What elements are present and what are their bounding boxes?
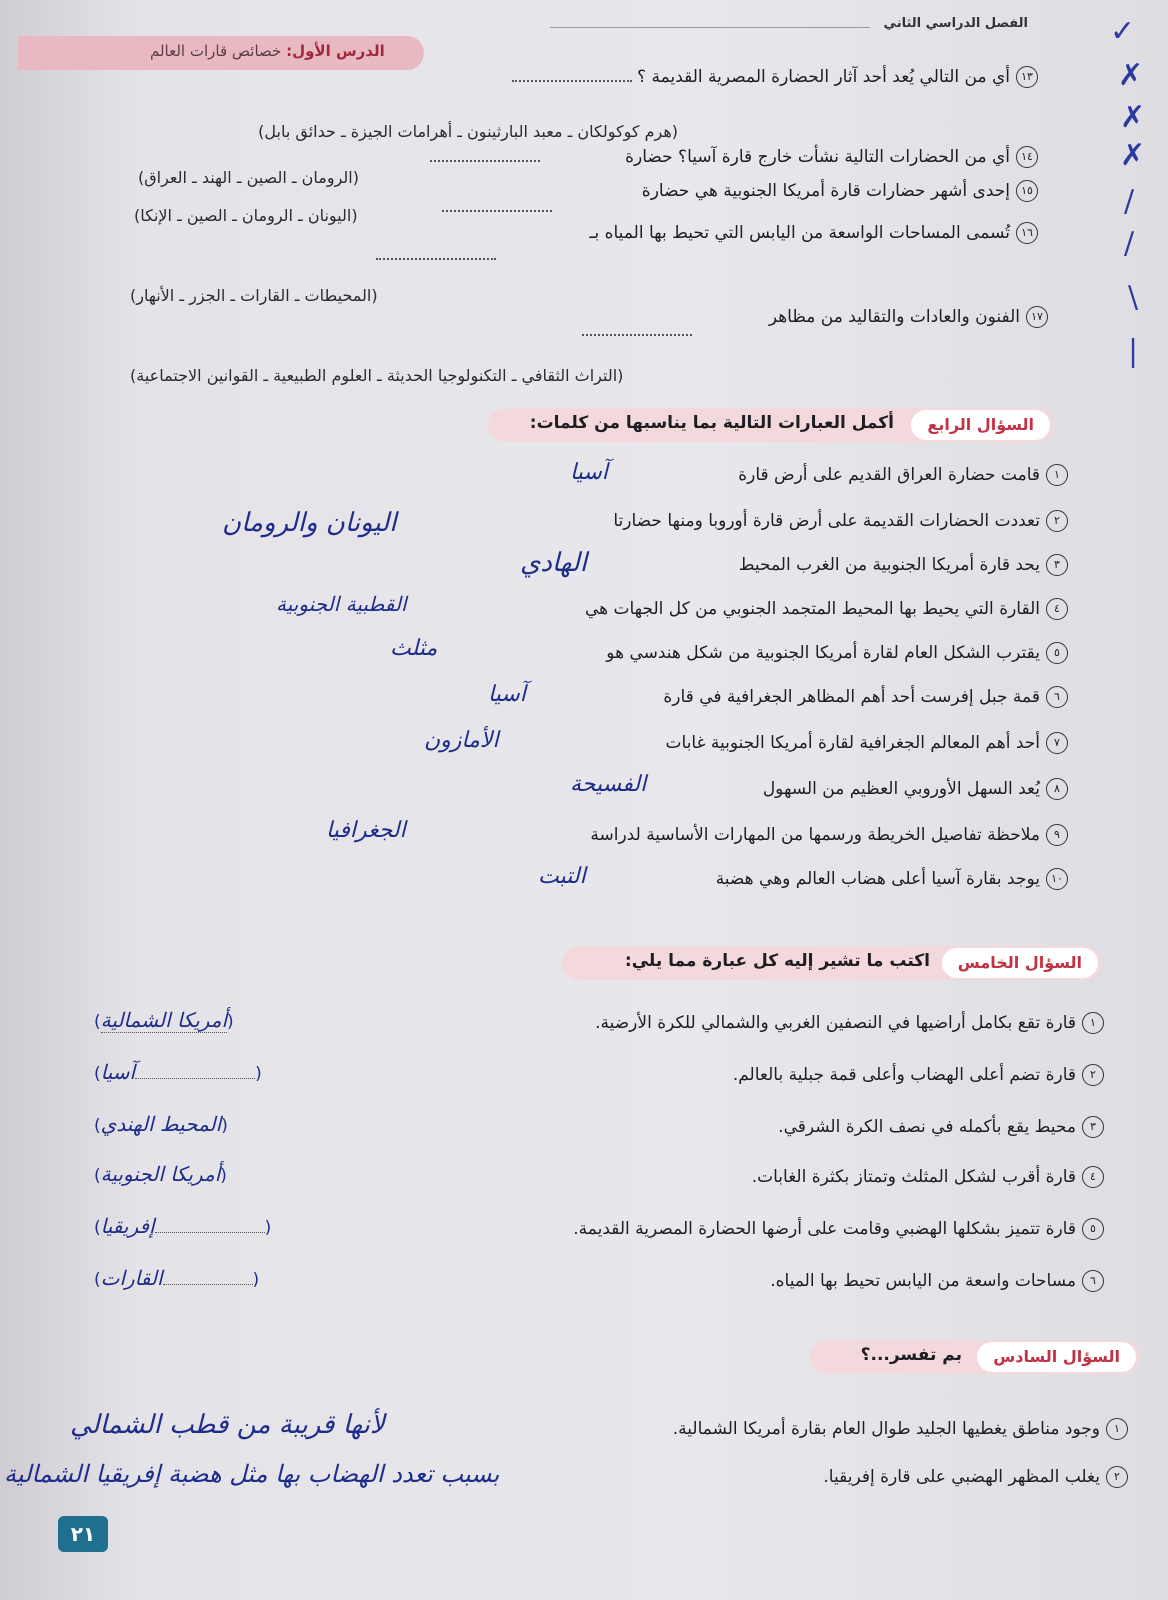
handwritten-answer: القارات (100, 1266, 163, 1290)
question-text: أي من التالي يُعد أحد آثار الحضارة المصرية القديمة ؟ (637, 67, 1010, 87)
section-5-item-3 (778, 1116, 1104, 1138)
item-text: قارة تقع بكامل أراضيها في النصفين الغربي والشمالي للكرة الأرضية. (595, 1013, 1076, 1033)
answer-blank (442, 210, 552, 212)
cross-mark-icon: ✗ (1120, 100, 1146, 135)
item-number: ٥ (1082, 1218, 1104, 1240)
section-4-item-10 (716, 868, 1068, 890)
question-number: ١٥ (1016, 180, 1038, 202)
answer-box: (القارات) (94, 1266, 260, 1290)
handwritten-answer: الفسيحة (570, 772, 647, 797)
section-6-item-2 (823, 1466, 1128, 1488)
section-6-label: السؤال السادس (977, 1342, 1136, 1372)
section-5-item-6 (770, 1270, 1104, 1292)
item-text: قمة جبل إفرست أحد أهم المظاهر الجغرافية في قارة (663, 687, 1040, 707)
item-text: تعددت الحضارات القديمة على أرض قارة أوروبا ومنها حضارتا (613, 511, 1040, 531)
item-text: قارة تضم أعلى الهضاب وأعلى قمة جبلية بالعالم. (732, 1065, 1076, 1085)
section-4-item-6 (663, 686, 1068, 708)
item-number: ١٠ (1046, 868, 1068, 890)
answer-box: (المحيط الهندي) (94, 1112, 228, 1136)
section-4-header (488, 408, 1054, 442)
handwritten-answer: آسيا (100, 1060, 136, 1084)
section-4-item-8 (763, 778, 1068, 800)
handwritten-answer: التبت (538, 864, 586, 889)
item-text: ملاحظة تفاصيل الخريطة ورسمها من المهارات الأساسية لدراسة (590, 825, 1040, 845)
section-6-item-1 (673, 1418, 1128, 1440)
answer-blank (430, 160, 540, 162)
mark-icon: | (1128, 334, 1139, 369)
item-number: ٦ (1046, 686, 1068, 708)
question-16 (589, 222, 1038, 244)
section-5-item-2 (733, 1064, 1104, 1086)
answer-blank (582, 334, 692, 336)
section-4-item-9 (590, 824, 1068, 846)
lesson-name: خصائص قارات العالم (150, 42, 282, 60)
handwritten-answer: بسبب تعدد الهضاب بها مثل هضبة إفريقيا الشمالية (4, 1460, 500, 1488)
header-divider (550, 27, 870, 28)
section-4-item-5 (606, 642, 1068, 664)
question-number: ١٤ (1016, 146, 1038, 168)
lesson-title (150, 42, 385, 60)
handwritten-answer: أمريكا الشمالية (100, 1008, 228, 1032)
question-17 (769, 306, 1048, 328)
item-number: ١ (1106, 1418, 1128, 1440)
section-4-item-1 (738, 464, 1068, 486)
item-number: ٦ (1082, 1270, 1104, 1292)
section-5-label: السؤال الخامس (942, 948, 1098, 978)
item-number: ٢ (1046, 510, 1068, 532)
item-text: وجود مناطق يغطيها الجليد طوال العام بقارة أمريكا الشمالية. (672, 1419, 1100, 1439)
section-4-item-4 (585, 598, 1068, 620)
section-6-header (810, 1340, 1140, 1374)
cross-mark-icon: ✗ (1120, 138, 1146, 173)
question-number: ١٧ (1026, 306, 1048, 328)
question-text: أي من الحضارات التالية نشأت خارج قارة آسيا؟ حضارة (625, 147, 1010, 167)
question-17-options: (التراث الثقافي ـ التكنولوجيا الحديثة ـ العلوم الطبيعية ـ القوانين الاجتماعية) (130, 366, 624, 385)
item-number: ٢ (1106, 1466, 1128, 1488)
term-label: الفصل الدراسي الثاني (883, 16, 1028, 31)
section-5-item-5 (573, 1218, 1104, 1240)
item-text: القارة التي يحيط بها المحيط المتجمد الجنوبي من كل الجهات هي (584, 599, 1040, 619)
item-number: ٣ (1046, 554, 1068, 576)
answer-box: (أمريكا الجنوبية) (94, 1162, 227, 1186)
item-number: ٩ (1046, 824, 1068, 846)
handwritten-answer: القطبية الجنوبية (276, 592, 407, 616)
handwritten-answer: الهادي (520, 548, 587, 578)
handwritten-answer: الجغرافيا (326, 818, 406, 843)
question-13-options: (هرم كوكولكان ـ معبد البارثينون ـ أهرامات الجيزة ـ حدائق بابل) (258, 122, 678, 141)
question-text: إحدى أشهر حضارات قارة أمريكا الجنوبية هي حضارة (641, 181, 1010, 201)
item-text: يقترب الشكل العام لقارة أمريكا الجنوبية من شكل هندسي هو (606, 643, 1040, 663)
handwritten-answer: مثلث (390, 636, 438, 661)
mark-icon: / (1124, 184, 1135, 219)
item-text: مساحات واسعة من اليابس تحيط بها المياه. (770, 1271, 1076, 1291)
lesson-label: الدرس الأول: (286, 42, 385, 60)
answer-box: (إفريقيا) (94, 1214, 272, 1238)
section-5-instruction: اكتب ما تشير إليه كل عبارة مما يلي: (624, 951, 930, 971)
item-number: ٥ (1046, 642, 1068, 664)
question-text: تُسمى المساحات الواسعة من اليابس التي تحيط بها المياه بـ (589, 223, 1010, 243)
handwritten-answer: اليونان والرومان (222, 508, 397, 538)
item-number: ٣ (1082, 1116, 1104, 1138)
item-text: محيط يقع بأكمله في نصف الكرة الشرقي. (778, 1117, 1076, 1137)
item-text: قارة أقرب لشكل المثلث وتمتاز بكثرة الغابات. (751, 1167, 1076, 1187)
item-text: قارة تتميز بشكلها الهضبي وقامت على أرضها الحضارة المصرية القديمة. (573, 1219, 1076, 1239)
item-number: ٢ (1082, 1064, 1104, 1086)
handwritten-answer: لأنها قريبة من قطب الشمالي (70, 1410, 385, 1440)
question-16-options: (المحيطات ـ القارات ـ الجزر ـ الأنهار) (130, 286, 378, 305)
question-15 (642, 180, 1038, 202)
section-4-instruction: أكمل العبارات التالية بما يناسبها من كلمات: (529, 413, 894, 433)
section-4-item-3 (739, 554, 1068, 576)
answer-box: (آسيا) (94, 1060, 262, 1084)
item-number: ١ (1046, 464, 1068, 486)
section-6-instruction: بم تفسر...؟ (860, 1345, 962, 1365)
item-number: ٧ (1046, 732, 1068, 754)
handwritten-answer: المحيط الهندي (100, 1112, 222, 1136)
section-4-item-7 (666, 732, 1068, 754)
item-text: يغلب المظهر الهضبي على قارة إفريقيا. (823, 1467, 1100, 1487)
handwritten-answer: آسيا (570, 460, 608, 485)
mark-icon: \ (1128, 280, 1139, 315)
item-number: ٤ (1046, 598, 1068, 620)
item-text: يُعد السهل الأوروبي العظيم من السهول (762, 779, 1040, 799)
question-15-options: (اليونان ـ الرومان ـ الصين ـ الإنكا) (134, 206, 358, 225)
question-14 (625, 146, 1038, 168)
item-number: ٨ (1046, 778, 1068, 800)
answer-blank (512, 66, 632, 82)
question-number: ١٣ (1016, 66, 1038, 88)
section-5-item-4 (752, 1166, 1104, 1188)
section-5-item-1 (595, 1012, 1104, 1034)
item-text: يوجد بقارة آسيا أعلى هضاب العالم وهي هضبة (715, 869, 1040, 889)
answer-box: (أمريكا الشمالية) (94, 1008, 234, 1032)
section-5-header (562, 946, 1102, 980)
page-number: ٢١ (58, 1516, 108, 1552)
cross-mark-icon: ✗ (1118, 58, 1144, 93)
item-text: قامت حضارة العراق القديم على أرض قارة (738, 465, 1040, 485)
section-4-label: السؤال الرابع (911, 410, 1050, 440)
section-4-item-2 (613, 510, 1068, 532)
answer-blank (376, 258, 496, 260)
handwritten-answer: إفريقيا (100, 1214, 155, 1238)
mark-icon: / (1124, 226, 1135, 261)
check-mark-icon: ✓ (1110, 14, 1136, 49)
handwritten-answer: أمريكا الجنوبية (100, 1162, 221, 1186)
question-number: ١٦ (1016, 222, 1038, 244)
handwritten-answer: آسيا (488, 682, 526, 707)
question-13 (512, 66, 1038, 88)
question-text: الفنون والعادات والتقاليد من مظاهر (768, 307, 1020, 327)
item-number: ١ (1082, 1012, 1104, 1034)
item-text: يحد قارة أمريكا الجنوبية من الغرب المحيط (738, 555, 1040, 575)
item-number: ٤ (1082, 1166, 1104, 1188)
handwritten-answer: الأمازون (424, 728, 499, 753)
item-text: أحد أهم المعالم الجغرافية لقارة أمريكا الجنوبية غابات (665, 733, 1040, 753)
question-14-options: (الرومان ـ الصين ـ الهند ـ العراق) (138, 168, 359, 187)
